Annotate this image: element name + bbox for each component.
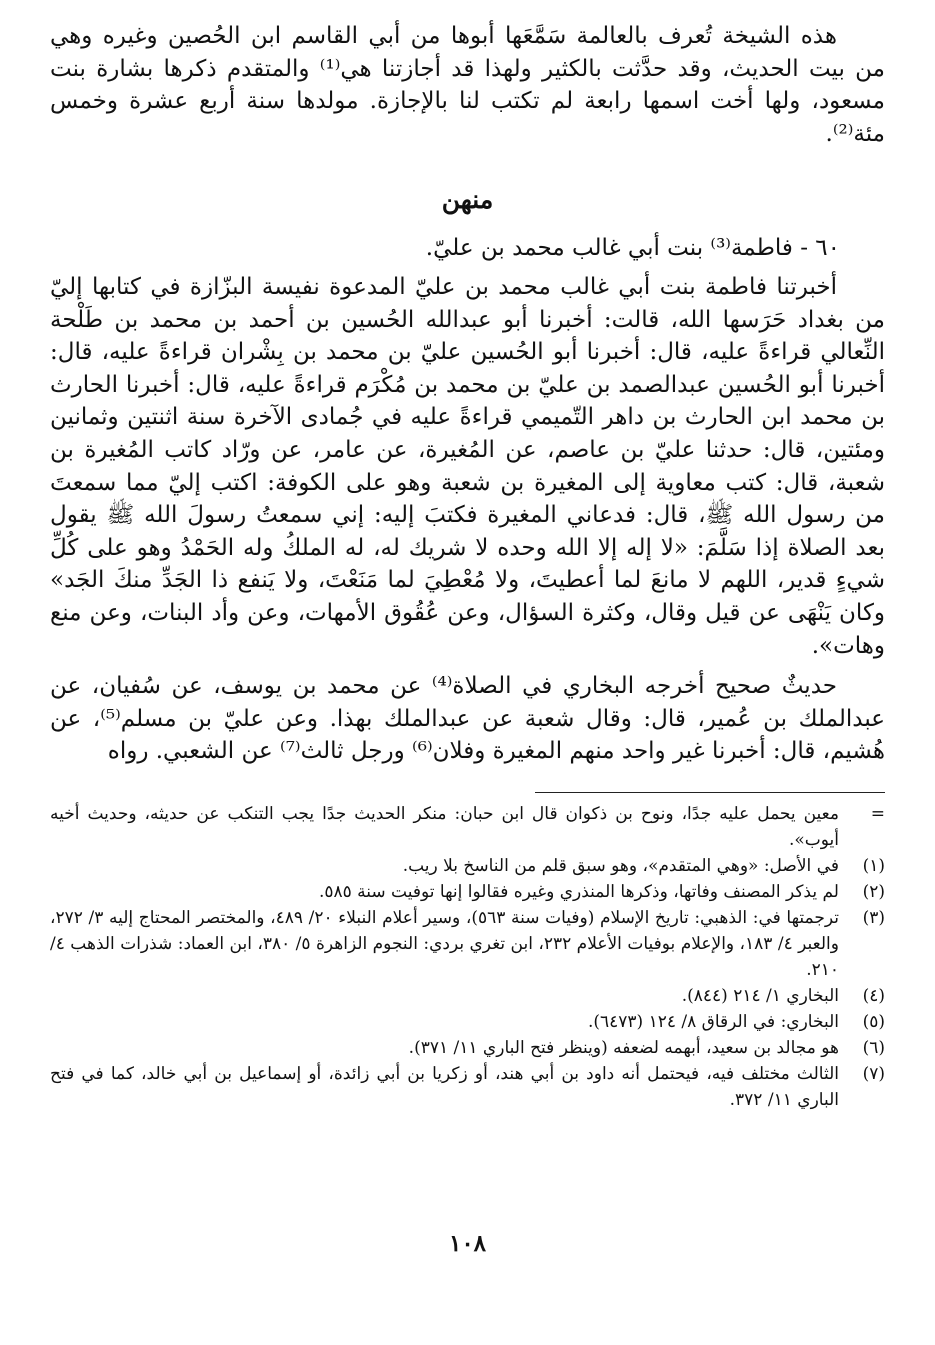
footnote-number: (٦) — [862, 1037, 885, 1058]
intro-paragraph: هذه الشيخة تُعرف بالعالمة سَمَّعَها أبوها من أبي القاسم ابن الحُصين وغيره وهي من بيت الحديث، وقد حدَّثت بالكثير ولهذا قد أجازتنا هي⁽¹⁾ والمتقدم ذكرها بشارة بنت مسعود، ولها أخت اسمها رابعة لم تكتب لنا بالإجازة. مولدها سنة أربع عشرة وخمس مئة⁽²⁾. — [50, 23, 885, 147]
footnote-item — [50, 853, 885, 879]
footnote-continuation — [50, 801, 885, 853]
footnote-item — [50, 1009, 885, 1035]
footnote-item — [50, 1061, 885, 1113]
footnote-text: في الأصل: «وهي المتقدم»، وهو سبق قلم من الناسخ بلا ريب. — [402, 855, 839, 876]
footnote-text: لم يذكر المصنف وفاتها، وذكرها المنذري وغيره فقالوا إنها توفيت سنة ٥٨٥. — [318, 881, 839, 902]
page-number: ١٠٨ — [448, 1230, 487, 1257]
section-heading: منهن — [441, 185, 494, 215]
entry-title: ٦٠ - فاطمة⁽³⁾ بنت أبي غالب محمد بن عليّ. — [425, 235, 840, 262]
footnote-number: (٣) — [862, 907, 885, 928]
footnote-separator — [535, 792, 885, 793]
footnote-item — [50, 983, 885, 1009]
continuation-mark: = — [870, 803, 885, 824]
footnote-text: ترجمتها في: الذهبي: تاريخ الإسلام (وفيات سنة ٥٦٣)، وسير أعلام النبلاء ٢٠/ ٤٨٩، والمختصر المحتاج إليه ٣/ ٢٧٢، والعبر ٤/ ١٨٣، والإعلام بوفيات الأعلام ٢٣٢، ابن تغري بردي: النجوم الزاهرة ٥/ ٣٨٠، ابن العماد: شذرات الذهب ٤/ ٢١٠. — [50, 907, 839, 980]
footnote-number: (٧) — [862, 1063, 885, 1084]
footnote-text: البخاري: في الرقاق ٨/ ١٢٤ (٦٤٧٣). — [587, 1011, 839, 1032]
footnote-item — [50, 905, 885, 983]
footnote-item — [50, 879, 885, 905]
footnote-item — [50, 1035, 885, 1061]
footnote-text: البخاري ١/ ٢١٤ (٨٤٤). — [681, 985, 839, 1006]
footnote-number: (٢) — [862, 881, 885, 902]
footnotes — [50, 801, 885, 1113]
footnote-number: (٥) — [862, 1011, 885, 1032]
footnote-number: (٤) — [862, 985, 885, 1006]
main-text — [50, 20, 885, 768]
footnote-text: الثالث مختلف فيه، فيحتمل أنه داود بن أبي هند، أو زكريا بن أبي زائدة، أو إسماعيل بن أبي خالد، كما في فتح الباري ١١/ ٣٧٢. — [50, 1063, 839, 1110]
footnote-text: هو مجالد بن سعيد، أبهمه لضعفه (وينظر فتح الباري ١١/ ٣٧١). — [408, 1037, 839, 1058]
footnote-continuation-text: معين يحمل عليه جدًا، ونوح بن ذكوان قال ابن حبان: منكر الحديث جدًا يجب التنكب عن حديثه، وحديث أخيه أيوب». — [50, 803, 839, 850]
takhrij-paragraph: حديثٌ صحيح أخرجه البخاري في الصلاة⁽⁴⁾ عن محمد بن يوسف، عن سُفيان، عن عبدالملك بن عُمير، قال: وقال شعبة عن عبدالملك بهذا. وعن عليّ بن مسلم⁽⁵⁾، عن هُشيم، قال: أخبرنا غير واحد منهم المغيرة وفلان⁽⁶⁾ ورجل ثالث⁽⁷⁾ عن الشعبي. رواه — [50, 673, 885, 765]
footnote-number: (١) — [862, 855, 885, 876]
isnad-paragraph: أخبرتنا فاطمة بنت أبي غالب محمد بن عليّ المدعوة نفيسة البزّازة في كتابها إليّ من بغداد حَرَسها الله، قالت: أخبرنا أبو عبدالله الحُسين بن أحمد بن محمد بن طَلْحة النِّعالي قراءةً عليه، قال: أخبرنا أبو الحُسين عليّ بن محمد بن بِشْران قراءةً عليه، قال: أخبرنا أبو الحُسين عبدالصمد بن عليّ بن محمد بن مُكْرَم قراءةً عليه، قال: أخبرنا الحارث بن محمد ابن الحارث بن داهر التّميمي قراءةً عليه في جُمادى الآخرة سنة اثنتين وثمانين ومئتين، قال: حدثنا عليّ بن عاصم، عن المُغيرة، عن عامر، عن ورّاد كاتب المُغيرة بن شعبة، قال: كتب معاوية إلى المغيرة بن شعبة وهو على الكوفة: اكتب إليّ مما سمعتَ من رسول الله ﷺ، قال: فدعاني المغيرة فكتبَ إليه: إني سمعتُ رسولَ الله ﷺ يقول بعد الصلاة إذا سَلَّمَ: «لا إله إلا الله وحده لا شريك له، له الملكُ وله الحَمْدُ وهو على كُلِّ شيءٍ قدير، اللهم لا مانعَ لما أعطيتَ، ولا مُعْطِيَ لما مَنَعْتَ، ولا يَنفع ذا الجَدِّ منكَ الجَد» وكان يَنْهَى عن قيل وقال، وكثرة السؤال، وعن عُقُوق الأمهات، وعن وأد البنات، وعن منع وهات». — [50, 273, 885, 659]
